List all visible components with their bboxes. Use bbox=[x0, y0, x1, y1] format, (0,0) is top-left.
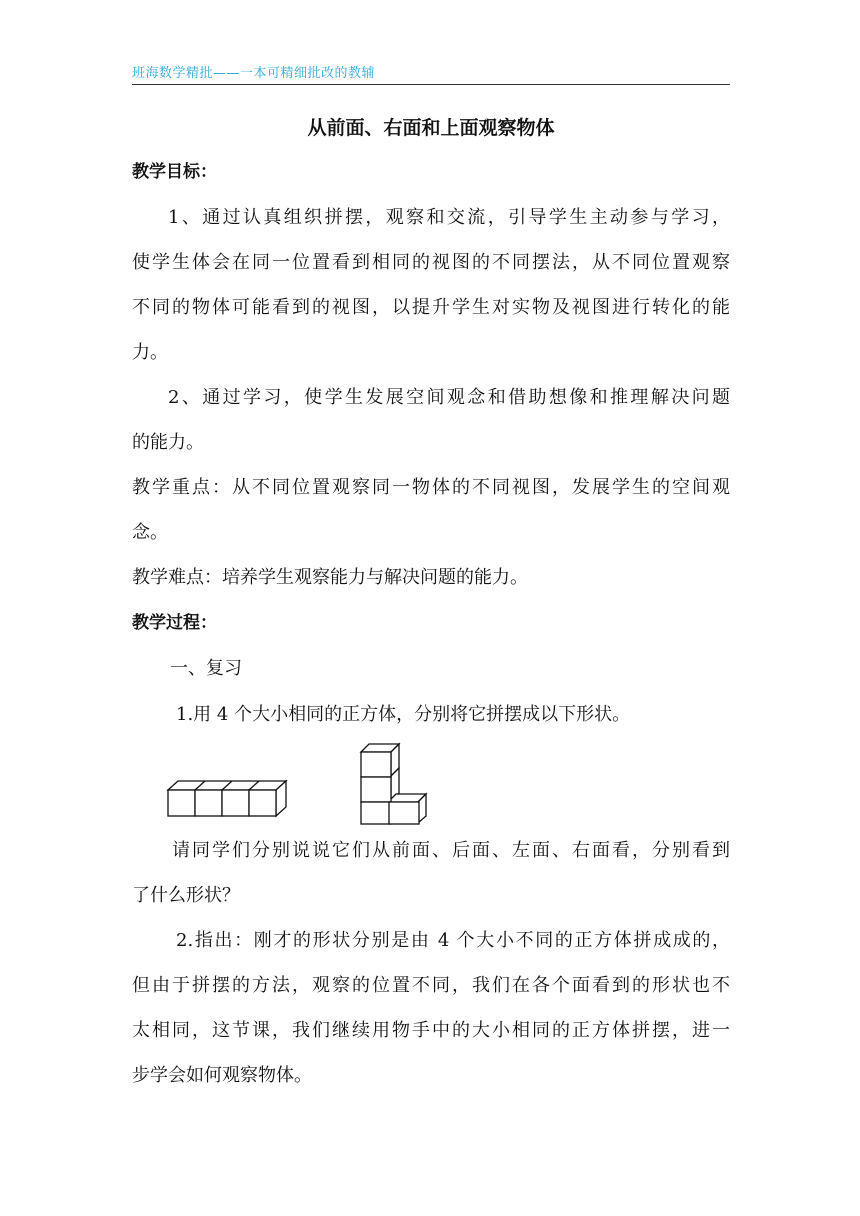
header-text: 班海数学精批——一本可精细批改的教辅 bbox=[132, 66, 376, 81]
objective-1-line-2: 使学生体会在同一位置看到相同的视图的不同摆法，从不同位置观察 bbox=[132, 252, 730, 273]
review-heading: 一、复习 bbox=[170, 658, 242, 679]
objective-1-line-1: 1、通过认真组织拼摆，观察和交流，引导学生主动参与学习， bbox=[168, 207, 730, 228]
cube-arrangements-drawing bbox=[160, 740, 440, 830]
objective-2-line-1: 2、通过学习，使学生发展空间观念和借助想像和推理解决问题 bbox=[168, 387, 730, 408]
page-header bbox=[132, 60, 730, 85]
question-line-2: 了什么形状？ bbox=[132, 885, 240, 906]
key-point-line-2: 念。 bbox=[132, 522, 168, 543]
key-point-line-1: 教学重点：从不同位置观察同一物体的不同视图，发展学生的空间观 bbox=[132, 477, 730, 498]
objective-1-line-4: 力。 bbox=[132, 342, 168, 363]
objective-1-line-3: 不同的物体可能看到的视图，以提升学生对实物及视图进行转化的能 bbox=[132, 297, 730, 318]
question-line-1: 请同学们分别说说它们从前面、后面、左面、右面看，分别看到 bbox=[172, 840, 730, 861]
step-2-line-2: 但由于拼摆的方法，观察的位置不同，我们在各个面看到的形状也不 bbox=[132, 975, 730, 996]
cube-arrangements-figure bbox=[160, 740, 440, 834]
step-2-line-3: 太相同，这节课，我们继续用物手中的大小相同的正方体拼摆，进一 bbox=[132, 1020, 730, 1041]
step-2-line-1: 2.指出：刚才的形状分别是由 4 个大小不同的正方体拼成成的， bbox=[176, 930, 730, 951]
objective-2-line-2: 的能力。 bbox=[132, 432, 204, 453]
step-2-line-4: 步学会如何观察物体。 bbox=[132, 1065, 312, 1086]
difficulty-text: 教学难点：培养学生观察能力与解决问题的能力。 bbox=[132, 567, 528, 588]
l-shape-cubes bbox=[361, 744, 426, 824]
document-title: 从前面、右面和上面观察物体 bbox=[307, 117, 555, 139]
objectives-heading: 教学目标： bbox=[132, 162, 217, 182]
row-of-four-cubes bbox=[168, 781, 286, 816]
review-step-1: 1.用 4 个大小相同的正方体，分别将它拼摆成以下形状。 bbox=[176, 704, 631, 725]
process-heading: 教学过程： bbox=[132, 613, 217, 633]
